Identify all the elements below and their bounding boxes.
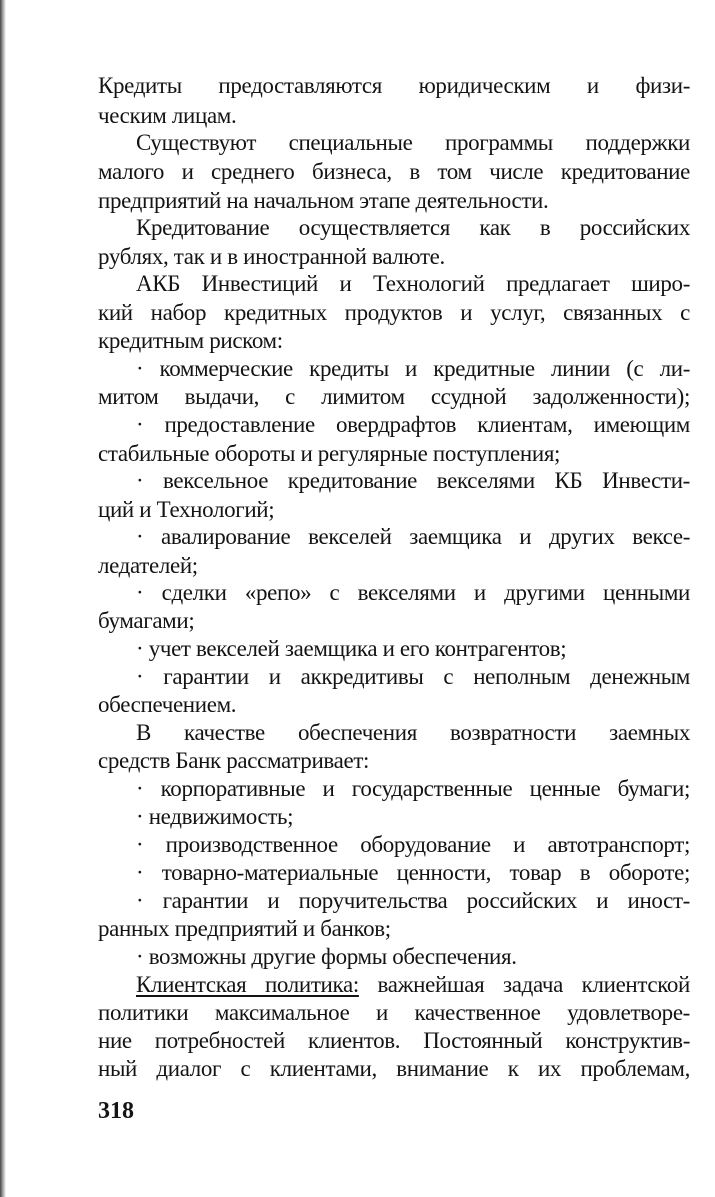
text-line: АКБ Инвестиций и Технологий предлагает широ- bbox=[136, 271, 690, 296]
text-line: кредитным риском: bbox=[98, 328, 283, 353]
text-line: ческим лицам. bbox=[98, 103, 237, 128]
list-item: · коммерческие кредиты и кредитные линии (с ли- bbox=[136, 356, 690, 381]
list-item: · корпоративные и государственные ценные бумаги; bbox=[136, 776, 690, 801]
text-line: Кредиты предоставляются юридическим и физи- bbox=[98, 73, 690, 98]
text-line bbox=[136, 970, 690, 1000]
text-line: Кредитование осуществляется как в российских bbox=[136, 215, 690, 240]
list-item: · гарантии и поручительства российских и иност- bbox=[136, 888, 690, 913]
section-heading-underlined: Клиентская политика: bbox=[136, 972, 359, 997]
list-item: · гарантии и аккредитивы с неполным денежным bbox=[136, 664, 690, 689]
text-line: обеспечением. bbox=[98, 692, 237, 717]
text-line: митом выдачи, с лимитом ссудной задолженности); bbox=[98, 384, 690, 409]
text-line: Существуют специальные программы поддержки bbox=[136, 130, 690, 155]
page-number: 318 bbox=[98, 1098, 134, 1124]
text-line: средств Банк рассматривает: bbox=[98, 748, 370, 773]
text-line: ние потребностей клиентов. Постоянный конструктив- bbox=[98, 1028, 690, 1053]
text-line: ранных предприятий и банков; bbox=[98, 916, 391, 941]
text-line: стабильные обороты и регулярные поступления; bbox=[98, 441, 561, 466]
list-item: · вексельное кредитование векселями КБ Инвести- bbox=[136, 468, 690, 493]
list-item: · предоставление овердрафтов клиентам, имеющим bbox=[136, 412, 690, 437]
list-item: · производственное оборудование и автотранспорт; bbox=[136, 832, 690, 857]
text-line: малого и среднего бизнеса, в том числе кредитование bbox=[98, 159, 690, 184]
list-item: · сделки «репо» с векселями и другими ценными bbox=[136, 580, 690, 605]
list-item: · недвижимость; bbox=[136, 804, 294, 829]
text-line: политики максимальное и качественное удовлетворе- bbox=[98, 1000, 690, 1025]
text-line: бумагами; bbox=[98, 608, 195, 633]
text-line: рублях, так и в иностранной валюте. bbox=[98, 244, 445, 269]
text-line: предприятий на начальном этапе деятельности. bbox=[98, 188, 549, 213]
page-edge-shadow bbox=[0, 0, 6, 1197]
list-item: · авалирование векселей заемщика и других вексе- bbox=[136, 524, 690, 549]
heading-continuation: важнейшая задача клиентской bbox=[358, 972, 690, 997]
list-item: · товарно-материальные ценности, товар в обороте; bbox=[136, 860, 690, 885]
text-line: ледателей; bbox=[98, 553, 198, 578]
text-line: ный диалог с клиентами, внимание к их проблемам, bbox=[98, 1056, 690, 1081]
text-line: В качестве обеспечения возвратности заемных bbox=[136, 720, 690, 745]
list-item: · возможны другие формы обеспечения. bbox=[136, 944, 517, 969]
text-line: кий набор кредитных продуктов и услуг, связанных с bbox=[98, 300, 690, 325]
text-line: ций и Технологий; bbox=[98, 497, 275, 522]
list-item: · учет векселей заемщика и его контрагентов; bbox=[136, 636, 567, 661]
